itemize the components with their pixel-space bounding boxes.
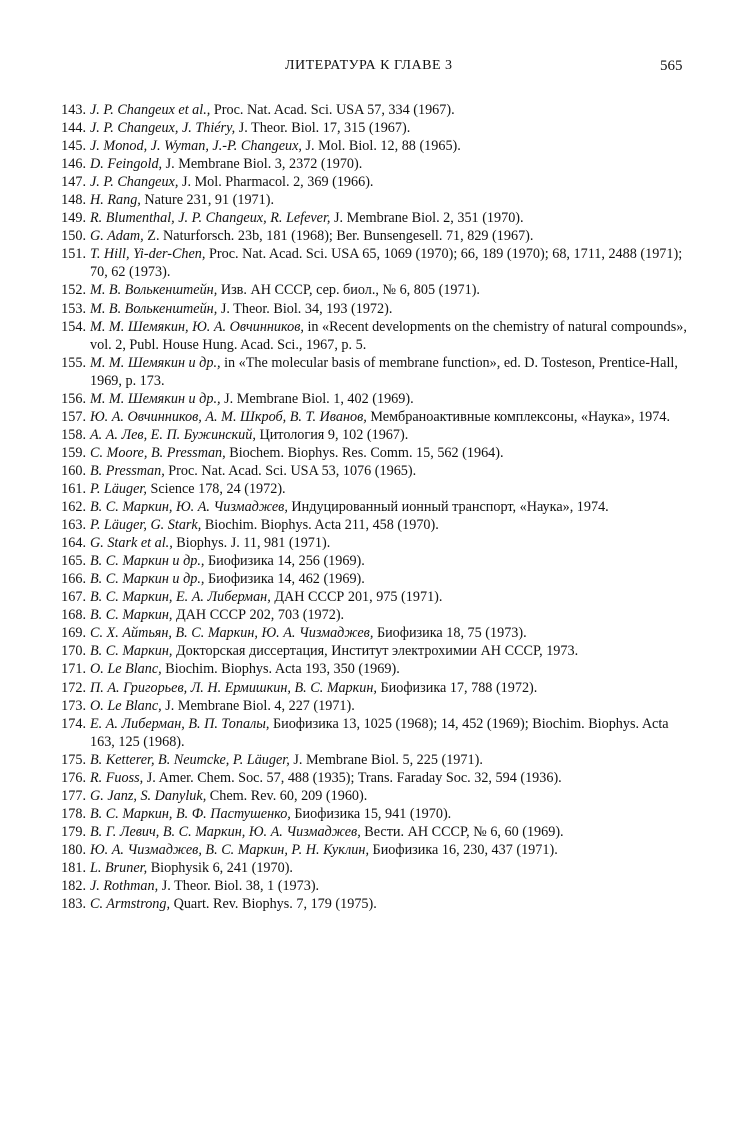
reference-number: 149. (61, 210, 86, 227)
reference-number: 164. (61, 535, 86, 552)
reference-number: 177. (61, 787, 86, 804)
reference-number: 165. (61, 553, 86, 570)
reference-item (50, 552, 690, 570)
reference-item (50, 841, 690, 859)
reference-authors: Е. А. Либерман, В. П. Топалы, (90, 715, 270, 732)
reference-number: 152. (61, 282, 86, 299)
reference-citation: Proc. Nat. Acad. Sci. USA 65, 1069 (1970); 66, 189 (1970); 68, 1711, 2488 (1971); 70, 62 (1973). (90, 246, 683, 281)
reference-citation: ДАН СССР 202, 703 (1972). (172, 607, 345, 624)
reference-citation: J. Membrane Biol. 3, 2372 (1970). (162, 156, 363, 173)
reference-number: 182. (61, 878, 86, 895)
reference-authors: М. М. Шемякин, Ю. А. Овчинников, (90, 318, 304, 335)
reference-number: 171. (61, 661, 86, 678)
reference-number: 144. (61, 120, 86, 137)
reference-citation: J. Mol. Biol. 12, 88 (1965). (301, 138, 461, 155)
reference-authors: J. P. Changeux, (90, 174, 179, 191)
reference-citation: Biochem. Biophys. Res. Comm. 15, 562 (1964). (225, 444, 504, 461)
reference-item (50, 191, 690, 209)
reference-citation: Chem. Rev. 60, 209 (1960). (206, 787, 368, 804)
reference-citation: Мембраноактивные комплексоны, «Наука», 1974. (366, 408, 671, 425)
reference-number: 169. (61, 625, 86, 642)
reference-item (50, 805, 690, 823)
reference-authors: R. Blumenthal, J. P. Changeux, R. Lefever, (90, 210, 331, 227)
reference-citation: Science 178, 24 (1972). (146, 480, 286, 497)
reference-citation: Биофизика 13, 1025 (1968); 14, 452 (1969); Biochim. Biophys. Acta 163, 125 (1968). (90, 715, 669, 750)
reference-citation: J. Membrane Biol. 1, 402 (1969). (220, 390, 414, 407)
reference-authors: Ю. А. Овчинников, А. М. Шкроб, В. Т. Иванов, (90, 408, 367, 425)
reference-item (50, 679, 690, 697)
reference-authors: П. А. Григорьев, Л. Н. Ермишкин, В. С. Маркин, (90, 679, 377, 696)
reference-item (50, 209, 690, 227)
reference-citation: Biophys. J. 11, 981 (1971). (172, 535, 331, 552)
reference-list (50, 101, 690, 913)
reference-authors: А. А. Лев, Е. П. Бужинский, (90, 426, 256, 443)
reference-number: 176. (61, 769, 86, 786)
reference-item (50, 660, 690, 678)
reference-citation: Proc. Nat. Acad. Sci. USA 53, 1076 (1965). (164, 462, 417, 479)
reference-item (50, 715, 690, 751)
reference-item (50, 173, 690, 191)
reference-number: 160. (61, 462, 86, 479)
reference-number: 151. (61, 246, 86, 263)
reference-item (50, 606, 690, 624)
reference-item (50, 588, 690, 606)
reference-number: 178. (61, 805, 86, 822)
reference-item (50, 408, 690, 426)
reference-number: 175. (61, 751, 86, 768)
reference-number: 155. (61, 354, 86, 371)
reference-citation: Nature 231, 91 (1971). (140, 192, 275, 209)
reference-authors: P. Läuger, (90, 480, 147, 497)
reference-item (50, 354, 690, 390)
reference-citation: Докторская диссертация, Институт электрохимии АН СССР, 1973. (172, 643, 579, 660)
reference-authors: В. С. Маркин, В. Ф. Пастушенко, (90, 805, 291, 822)
reference-item (50, 516, 690, 534)
reference-item (50, 498, 690, 516)
reference-authors: J. Rothman, (90, 878, 159, 895)
reference-authors: G. Stark et al., (90, 535, 173, 552)
reference-number: 163. (61, 517, 86, 534)
reference-authors: G. Janz, S. Danyluk, (90, 787, 207, 804)
reference-authors: J. P. Changeux et al., (90, 102, 211, 118)
reference-authors: O. Le Blanc, (90, 697, 162, 714)
reference-number: 167. (61, 589, 86, 606)
reference-citation: J. Amer. Chem. Soc. 57, 488 (1935); Trans. Faraday Soc. 32, 594 (1936). (143, 769, 562, 786)
reference-item (50, 895, 690, 913)
reference-number: 183. (61, 896, 86, 913)
reference-authors: H. Rang, (90, 192, 141, 209)
reference-number: 156. (61, 390, 86, 407)
reference-authors: В. С. Маркин и др., (90, 553, 205, 570)
page-header (0, 58, 748, 78)
reference-item (50, 426, 690, 444)
reference-citation: Биофизика 16, 230, 437 (1971). (369, 841, 558, 858)
reference-citation: Z. Naturforsch. 23b, 181 (1968); Ber. Bunsengesell. 71, 829 (1967). (143, 228, 534, 245)
reference-item (50, 787, 690, 805)
reference-citation: Biochim. Biophys. Acta 211, 458 (1970). (201, 517, 439, 534)
reference-citation: J. Theor. Biol. 17, 315 (1967). (235, 120, 411, 137)
reference-authors: М. В. Волькенштейн, (90, 300, 218, 317)
reference-item (50, 823, 690, 841)
reference-authors: В. С. Маркин, (90, 643, 173, 660)
reference-item (50, 390, 690, 408)
reference-number: 170. (61, 643, 86, 660)
reference-number: 172. (61, 679, 86, 696)
reference-item (50, 480, 690, 498)
reference-number: 150. (61, 228, 86, 245)
reference-item (50, 462, 690, 480)
reference-citation: J. Theor. Biol. 34, 193 (1972). (217, 300, 393, 317)
reference-citation: Biochim. Biophys. Acta 193, 350 (1969). (161, 661, 400, 678)
reference-item (50, 155, 690, 173)
reference-item (50, 101, 690, 119)
reference-number: 162. (61, 499, 86, 516)
reference-authors: В. С. Маркин, (90, 607, 173, 624)
reference-authors: C. Moore, B. Pressman, (90, 444, 226, 461)
reference-authors: R. Fuoss, (90, 769, 144, 786)
reference-citation: J. Mol. Pharmacol. 2, 369 (1966). (178, 174, 374, 191)
reference-citation: J. Membrane Biol. 5, 225 (1971). (289, 751, 483, 768)
reference-number: 143. (61, 102, 86, 118)
reference-citation: Quart. Rev. Biophys. 7, 179 (1975). (170, 896, 377, 913)
reference-authors: М. В. Волькенштейн, (90, 282, 218, 299)
reference-item (50, 877, 690, 895)
reference-citation: Индуцированный ионный транспорт, «Наука», 1974. (287, 499, 609, 516)
reference-authors: D. Feingold, (90, 156, 163, 173)
reference-item (50, 570, 690, 588)
reference-number: 161. (61, 480, 86, 497)
reference-item (50, 281, 690, 299)
reference-citation: Вести. АН СССР, № 6, 60 (1969). (360, 823, 564, 840)
reference-item (50, 642, 690, 660)
reference-authors: J. P. Changeux, J. Thiéry, (90, 120, 236, 137)
reference-number: 145. (61, 138, 86, 155)
reference-citation: Биофизика 15, 941 (1970). (290, 805, 452, 822)
reference-authors: O. Le Blanc, (90, 661, 162, 678)
reference-number: 148. (61, 192, 86, 209)
reference-citation: Биофизика 18, 75 (1973). (373, 625, 527, 642)
reference-citation: Изв. АН СССР, сер. биол., № 6, 805 (1971). (217, 282, 480, 299)
reference-authors: М. М. Шемякин и др., (90, 354, 221, 371)
reference-authors: T. Hill, Yi-der-Chen, (90, 246, 206, 263)
reference-item (50, 751, 690, 769)
reference-number: 146. (61, 156, 86, 173)
reference-number: 174. (61, 715, 86, 732)
reference-citation: in «The molecular basis of membrane function», ed. D. Tosteson, Prentice-Hall, 1969, p. 173. (90, 354, 678, 389)
page-number: 565 (660, 58, 683, 74)
reference-authors: В. С. Маркин, Ю. А. Чизмаджев, (90, 499, 288, 516)
reference-item (50, 859, 690, 877)
reference-authors: J. Monod, J. Wyman, J.-P. Changeux, (90, 138, 302, 155)
reference-citation: ДАН СССР 201, 975 (1971). (270, 589, 443, 606)
reference-item (50, 119, 690, 137)
running-title: ЛИТЕРАТУРА К ГЛАВЕ 3 (285, 58, 453, 73)
reference-citation: Биофизика 14, 462 (1969). (204, 571, 365, 588)
reference-authors: В. С. Маркин, Е. А. Либерман, (90, 589, 271, 606)
reference-authors: М. М. Шемякин и др., (90, 390, 221, 407)
reference-citation: Biophysik 6, 241 (1970). (147, 859, 293, 876)
reference-citation: Биофизика 14, 256 (1969). (204, 553, 365, 570)
reference-authors: В. Г. Левич, В. С. Маркин, Ю. А. Чизмаджев, (90, 823, 361, 840)
reference-citation: Цитология 9, 102 (1967). (255, 426, 409, 443)
reference-number: 179. (61, 823, 86, 840)
reference-item (50, 444, 690, 462)
reference-authors: G. Adam, (90, 228, 144, 245)
reference-number: 173. (61, 697, 86, 714)
reference-authors: В. С. Маркин и др., (90, 571, 205, 588)
reference-item (50, 534, 690, 552)
reference-item (50, 227, 690, 245)
reference-authors: L. Bruner, (90, 859, 148, 876)
reference-item (50, 697, 690, 715)
reference-item (50, 245, 690, 281)
reference-citation: J. Theor. Biol. 38, 1 (1973). (158, 878, 320, 895)
reference-citation: J. Membrane Biol. 2, 351 (1970). (330, 210, 524, 227)
reference-number: 157. (61, 408, 86, 425)
reference-authors: P. Läuger, G. Stark, (90, 517, 202, 534)
reference-number: 181. (61, 859, 86, 876)
reference-number: 159. (61, 444, 86, 461)
reference-number: 154. (61, 318, 86, 335)
reference-number: 166. (61, 571, 86, 588)
reference-citation: J. Membrane Biol. 4, 227 (1971). (161, 697, 355, 714)
reference-item (50, 318, 690, 354)
reference-number: 147. (61, 174, 86, 191)
reference-authors: C. Armstrong, (90, 896, 171, 913)
reference-authors: Ю. А. Чизмаджев, В. С. Маркин, Р. Н. Куклин, (90, 841, 369, 858)
reference-number: 158. (61, 426, 86, 443)
reference-authors: С. Х. Айтьян, В. С. Маркин, Ю. А. Чизмаджев, (90, 625, 374, 642)
reference-number: 168. (61, 607, 86, 624)
reference-item (50, 137, 690, 155)
reference-item (50, 769, 690, 787)
reference-number: 153. (61, 300, 86, 317)
reference-citation: Биофизика 17, 788 (1972). (376, 679, 538, 696)
reference-item (50, 300, 690, 318)
reference-citation: Proc. Nat. Acad. Sci. USA 57, 334 (1967). (210, 102, 455, 118)
reference-citation: in «Recent developments on the chemistry of natural compounds», vol. 2, Publ. House Hung. Acad. Sci., 1967, p. 5. (90, 318, 687, 353)
reference-number: 180. (61, 841, 86, 858)
reference-authors: B. Pressman, (90, 462, 165, 479)
reference-authors: B. Ketterer, B. Neumcke, P. Läuger, (90, 751, 290, 768)
reference-item (50, 624, 690, 642)
